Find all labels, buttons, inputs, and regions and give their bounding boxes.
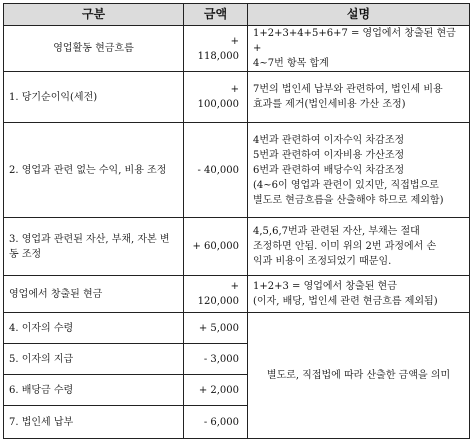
- row-amount: + 118,000: [184, 26, 248, 72]
- table-row: [4, 72, 470, 123]
- row-description: 4번과 관련하여 이자수익 차감조정 5번과 관련하여 이자비용 가산조정 6번과 관련하여 배당수익 차감조정 (4~6이 영업과 관련이 있지만, 직접법으로 별도로 현금흐름을 산출해야 하므로 제외함): [248, 123, 470, 218]
- row-description: 1+2+3+4+5+6+7 = 영업에서 창출된 현금 + 4~7번 항목 합계: [248, 26, 470, 72]
- table-row: [4, 123, 470, 218]
- row-description: 4,5,6,7번과 관련된 자산, 부채는 절대 조정하면 안됨. 이미 위의 2번 과정에서 손 익과 비용이 조정되었기 때문임.: [248, 218, 470, 276]
- table-row: [4, 218, 470, 276]
- row-label: 7. 법인세 납부: [4, 406, 184, 439]
- row-label: 1. 당기순이익(세전): [4, 72, 184, 123]
- row-amount: - 3,000: [184, 344, 248, 375]
- header-category: 구분: [4, 4, 184, 26]
- row-label: 영업에서 창출된 현금: [4, 276, 184, 313]
- row-label: 5. 이자의 지급: [4, 344, 184, 375]
- row-amount: + 60,000: [184, 218, 248, 276]
- row-label: 영업활동 현금흐름: [4, 26, 184, 72]
- cash-flow-table: [3, 3, 470, 439]
- row-description: 7번의 법인세 납부와 관련하여, 법인세 비용 효과를 제거(법인세비용 가산 조정): [248, 72, 470, 123]
- row-label: 6. 배당금 수령: [4, 375, 184, 406]
- row-amount: + 120,000: [184, 276, 248, 313]
- row-amount: - 6,000: [184, 406, 248, 439]
- table-row: [4, 276, 470, 313]
- header-description: 설명: [248, 4, 470, 26]
- header-amount: 금액: [184, 4, 248, 26]
- header-row: [4, 4, 470, 26]
- row-label: 2. 영업과 관련 없는 수익, 비용 조정: [4, 123, 184, 218]
- row-label: 4. 이자의 수령: [4, 313, 184, 344]
- row-amount: - 40,000: [184, 123, 248, 218]
- row-description: 1+2+3 = 영업에서 창출된 현금 (이자, 배당, 법인세 관련 현금흐름 제외됨): [248, 276, 470, 313]
- merged-description: 별도로, 직접법에 따라 산출한 금액을 의미: [248, 313, 470, 439]
- row-amount: + 2,000: [184, 375, 248, 406]
- row-amount: + 100,000: [184, 72, 248, 123]
- table-row: [4, 313, 470, 344]
- row-label: 3. 영업과 관련된 자산, 부채, 자본 변동 조정: [4, 218, 184, 276]
- table-row: [4, 26, 470, 72]
- row-amount: + 5,000: [184, 313, 248, 344]
